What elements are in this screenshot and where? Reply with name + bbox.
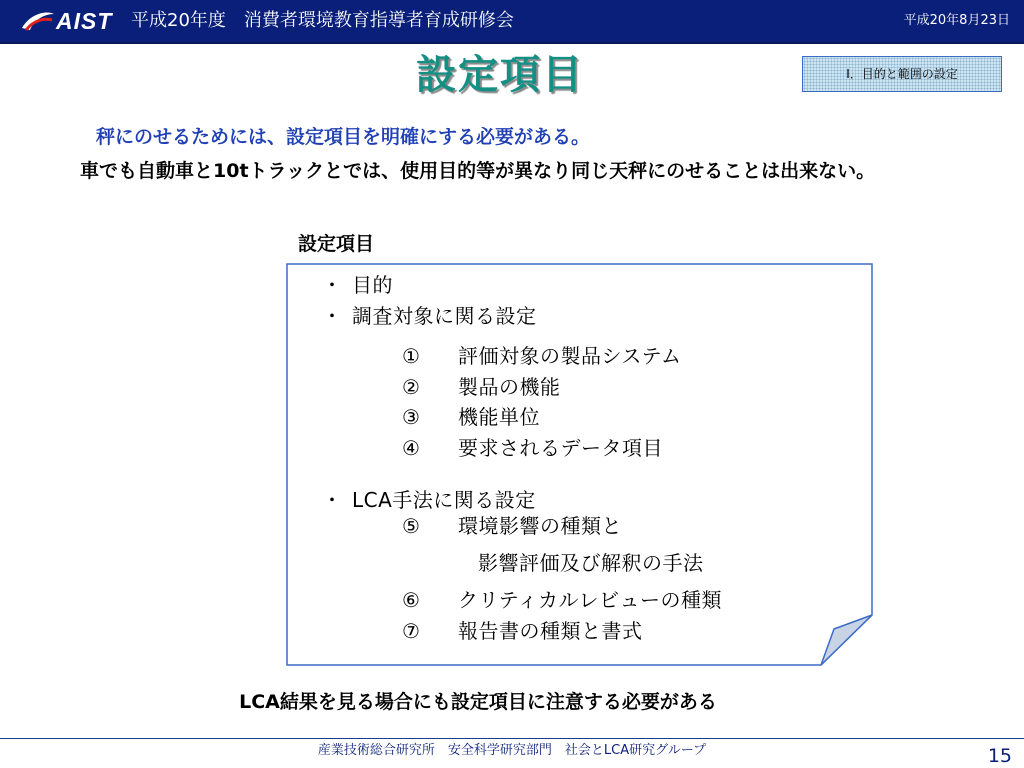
logo-text: AIST [56,8,113,34]
header-bar [0,0,1024,44]
list-item [402,374,561,400]
item-number: ⑦ [402,619,421,643]
item-number: ② [402,375,421,399]
item-label: 目的 [352,273,393,297]
body-text: 車でも自動車と10tトラックとでは、使用目的等が異なり同じ天秤にのせることは出来ない。 [80,160,876,182]
footer-organization: 産業技術総合研究所 安全科学研究部門 社会とLCA研究グループ [317,743,707,758]
item-label: 要求されるデータ項目 [458,436,663,460]
item-label: LCA手法に関る設定 [352,488,536,512]
item-number: ⑥ [402,588,421,612]
box-heading: 設定項目 [298,233,375,255]
list-item-purpose [322,272,393,298]
page-number: 15 [987,745,1012,767]
aist-logo [20,7,124,35]
item-label: 調査対象に関る設定 [352,304,537,328]
item-number: ④ [402,436,421,460]
item-label: 報告書の種類と書式 [458,619,643,643]
list-item [402,343,682,369]
bullet: ・ [322,488,343,512]
swoosh-icon [20,10,56,32]
event-title: 平成20年度 消費者環境教育指導者育成研修会 [131,10,514,31]
item-number: ③ [402,405,421,429]
list-item [402,618,643,644]
item-number: ① [402,344,421,368]
lead-statement: 秤にのせるためには、設定項目を明確にする必要がある。 [96,126,591,148]
list-item [402,404,540,430]
bullet: ・ [322,304,343,328]
item-label: 評価対象の製品システム [458,344,682,368]
list-item-continuation [478,550,704,576]
footer-divider [0,738,1024,739]
event-date: 平成20年8月23日 [903,13,1010,28]
item-label: 機能単位 [458,405,540,429]
item-label: 影響評価及び解釈の手法 [478,551,704,575]
conclusion-text: LCA結果を見る場合にも設定項目に注意する必要がある [239,691,717,713]
list-item [402,587,722,613]
item-number: ⑤ [402,514,421,538]
item-label: 環境影響の種類と [458,514,622,538]
list-item-lca-settings [322,487,536,513]
section-tag: Ⅰ．目的と範囲の設定 [802,56,1002,92]
list-item [402,513,622,539]
bullet: ・ [322,273,343,297]
list-item-survey-settings [322,303,537,329]
item-label: クリティカルレビューの種類 [458,588,722,612]
list-item [402,435,663,461]
item-label: 製品の機能 [458,375,561,399]
page-title: 設定項目 [416,52,584,98]
